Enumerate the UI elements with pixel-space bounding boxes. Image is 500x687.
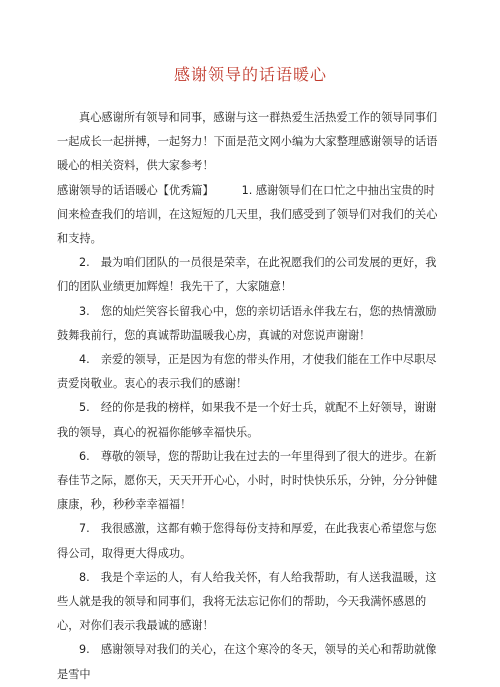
list-item: 7. 我很感激，这都有赖于您得每份支持和厚爱，在此我衷心希望您与您得公司，取得更大得成功。 xyxy=(57,522,437,560)
list-item: 5. 经的你是我的榜样，如果我不是一个好士兵，就配不上好领导，谢谢我的领导，真心的祝福你能够幸福快乐。 xyxy=(57,401,437,439)
list-item: 8. 我是个幸运的人，有人给我关怀，有人给我帮助，有人送我温暖，这些人就是我的领导和同事们，我将无法忘记你们的帮助，今天我满怀感恩的心，对你们表示我最诚的感谢！ xyxy=(57,570,437,633)
list-item: 6. 尊敬的领导，您的帮助让我在过去的一年里得到了很大的进步。在新春佳节之际，愿你天，天天开开心心，小时，时时快快乐乐，分钟，分分钟健康康，秒，秒秒幸幸福福！ xyxy=(57,449,438,512)
document-title: 感谢领导的话语暖心 xyxy=(173,65,327,84)
list-item: 1. 感谢领导们在口忙之中抽出宝贵的时间来检查我们的培训，在这短短的几天里，我们感受到了领导们对我们的关心和支持。 xyxy=(57,183,438,246)
section-paragraph xyxy=(57,179,444,252)
list-item: 9. 感谢领导对我们的关心，在这个寒冷的冬天，领导的关心和帮助就像是雪中 xyxy=(57,643,437,681)
section-heading: 感谢领导的话语暖心【优秀篇】 xyxy=(57,183,209,197)
intro-paragraph: 真心感谢所有领导和同事，感谢与这一群热爱生活热爱工作的领导同事们一起成长一起拼搏，一起努力！下面是范文网小编为大家整理感谢领导的话语暖心的相关资料，供大家参考！ xyxy=(57,111,438,173)
list-item: 3. 您的灿烂笑容长留我心中，您的亲切话语永伴我左右，您的热情激励鼓舞我前行，您的真诚帮助温暖我心房，真诚的对您说声谢谢！ xyxy=(57,304,437,342)
document-body xyxy=(57,106,444,687)
list-item: 4. 亲爱的领导，正是因为有您的带头作用，才使我们能在工作中尽职尽责爱岗敬业。衷心的表示我们的感谢！ xyxy=(57,353,437,391)
list-item: 2. 最为咱们团队的一员很是荣幸，在此祝愿我们的公司发展的更好，我们的团队业绩更加辉煌！我先干了，大家随意！ xyxy=(57,256,437,294)
